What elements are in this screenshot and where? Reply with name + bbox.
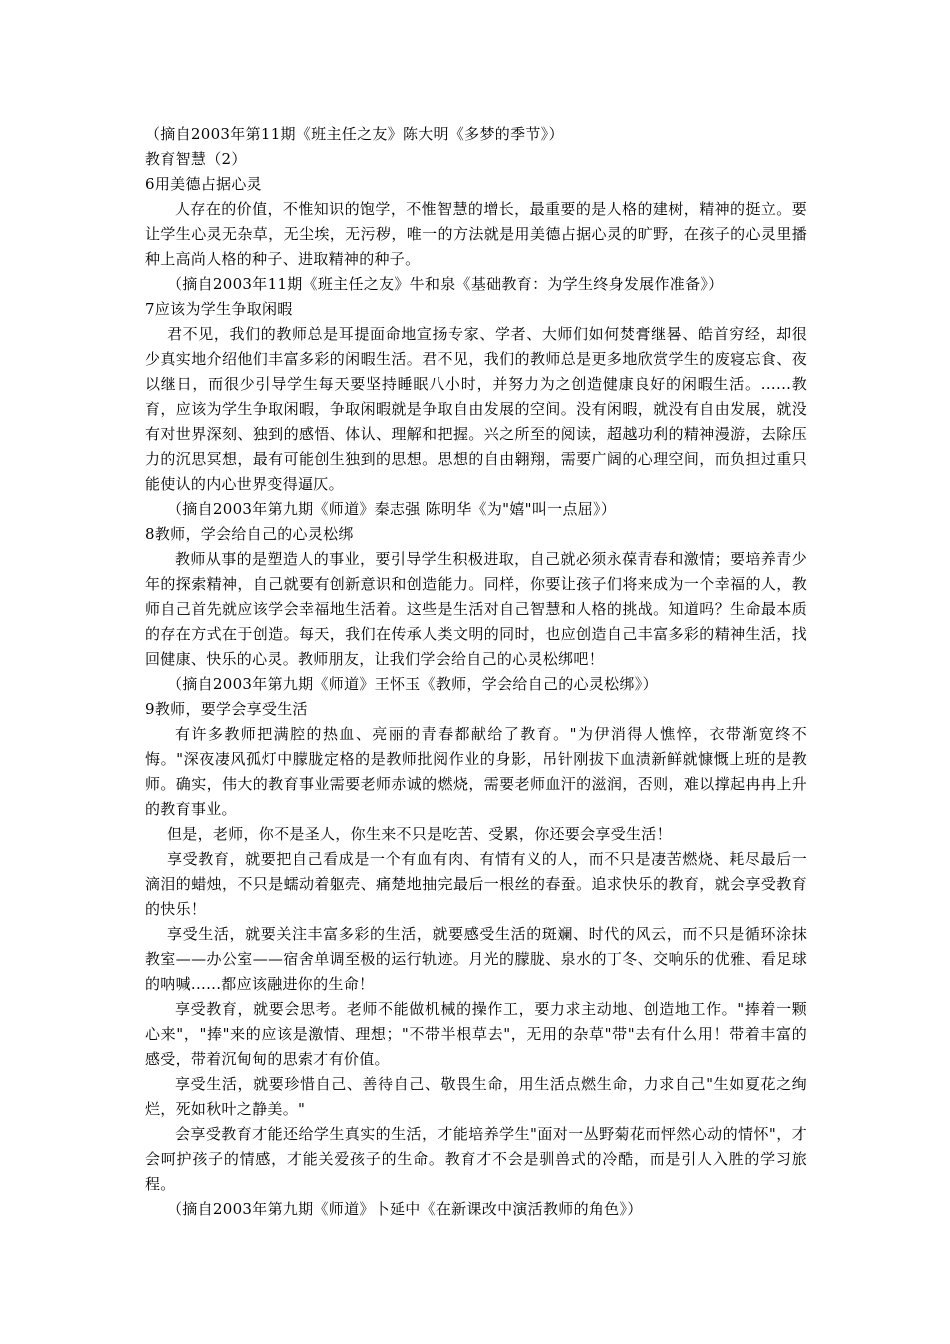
document-body	[145, 122, 807, 1222]
paragraph: 有许多教师把满腔的热血、亮丽的青春都献给了教育。"为伊消得人憔悴，衣带渐宽终不悔。"深夜凄风孤灯中朦胧定格的是教师批阅作业的身影，吊针刚拔下血渍新鲜就慷慨上班的是教师。确实，伟大的教育事业需要老师赤诚的燃烧，需要老师血汗的滋润，否则，难以撑起冉冉上升的教育事业。	[145, 725, 807, 818]
source-citation: （摘自2003年第九期《师道》王怀玉《教师，学会给自己的心灵松绑》）	[167, 675, 658, 693]
source-citation: （摘自2003年11期《班主任之友》牛和泉《基础教育：为学生终身发展作准备》）	[167, 275, 724, 293]
paragraph: 人存在的价值，不惟知识的饱学，不惟智慧的增长，最重要的是人格的建树，精神的挺立。要让学生心灵无杂草，无尘埃，无污秽，唯一的方法就是用美德占据心灵的旷野，在孩子的心灵里播种上高尚人格的种子、进取精神的种子。	[145, 200, 807, 268]
subsection-heading: 7应该为学生争取闲暇	[145, 300, 293, 318]
source-citation: （摘自2003年第11期《班主任之友》陈大明《多梦的季节》）	[145, 125, 564, 143]
source-citation: （摘自2003年第九期《师道》秦志强 陈明华《为"嬉"叫一点屈》）	[167, 500, 617, 518]
paragraph: 但是，老师，你不是圣人，你生来不只是吃苦、受累，你还要会享受生活！	[167, 825, 672, 843]
subsection-heading: 6用美德占据心灵	[145, 175, 262, 193]
paragraph: 享受生活，就要珍惜自己、善待自己、敬畏生命，用生活点燃生命，力求自己"生如夏花之绚烂，死如秋叶之静美。"	[145, 1075, 807, 1118]
paragraph: 享受生活，就要关注丰富多彩的生活，就要感受生活的斑斓、时代的风云，而不只是循环涂抹教室——办公室——宿舍单调至极的运行轨迹。月光的朦胧、泉水的丁冬、交响乐的优雅、看足球的呐喊......都应该融进你的生命！	[145, 925, 807, 993]
subsection-heading: 8教师，学会给自己的心灵松绑	[145, 525, 354, 543]
paragraph: 教师从事的是塑造人的事业，要引导学生积极进取，自己就必须永葆青春和激情；要培养青少年的探索精神，自己就要有创新意识和创造能力。同样，你要让孩子们将来成为一个幸福的人，教师自己首先就应该学会幸福地生活着。这些是生活对自己智慧和人格的挑战。知道吗？生命最本质的存在方式在于创造。每天，我们在传承人类文明的同时，也应创造自己丰富多彩的精神生活，找回健康、快乐的心灵。教师朋友，让我们学会给自己的心灵松绑吧！	[145, 550, 807, 668]
source-citation: （摘自2003年第九期《师道》卜延中《在新课改中演活教师的角色》）	[167, 1200, 643, 1218]
paragraph: 会享受教育才能还给学生真实的生活，才能培养学生"面对一丛野菊花而怦然心动的情怀"，才会呵护孩子的情感，才能关爱孩子的生命。教育才不会是驯兽式的冷酷，而是引人入胜的学习旅程。	[145, 1125, 807, 1193]
paragraph: 享受教育，就要会思考。老师不能做机械的操作工，要力求主动地、创造地工作。"捧着一颗心来"，"捧"来的应该是激情、理想；"不带半根草去"，无用的杂草"带"去有什么用！带着丰富的感受，带着沉甸甸的思索才有价值。	[145, 1000, 807, 1068]
section-heading: 教育智慧（2）	[145, 150, 247, 168]
subsection-heading: 9教师，要学会享受生活	[145, 700, 308, 718]
paragraph: 君不见，我们的教师总是耳提面命地宣扬专家、学者、大师们如何焚膏继晷、皓首穷经，却很少真实地介绍他们丰富多彩的闲暇生活。君不见，我们的教师总是更多地欣赏学生的废寝忘食、夜以继日，而很少引导学生每天要坚持睡眠八小时，并努力为之创造健康良好的闲暇生活。......教育，应该为学生争取闲暇，争取闲暇就是争取自由发展的空间。没有闲暇，就没有自由发展，就没有对世界深刻、独到的感悟、体认、理解和把握。兴之所至的阅读，超越功利的精神漫游，去除压力的沉思冥想，最有可能创生独到的思想。思想的自由翱翔，需要广阔的心理空间，而负担过重只能使认的内心世界变得逼仄。	[145, 325, 807, 493]
paragraph: 享受教育，就要把自己看成是一个有血有肉、有情有义的人，而不只是凄苦燃烧、耗尽最后一滴泪的蜡烛，不只是蠕动着躯壳、痛楚地抽完最后一根丝的春蚕。追求快乐的教育，就会享受教育的快乐！	[145, 850, 807, 918]
